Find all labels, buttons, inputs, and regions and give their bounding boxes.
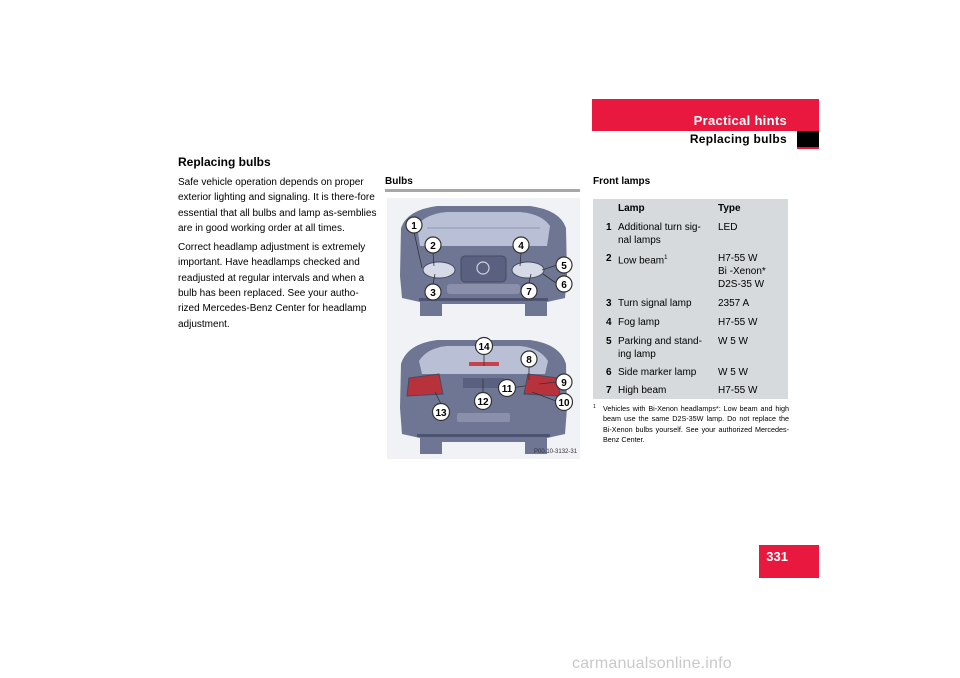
page-number-block [759,545,819,578]
header-tab-marker [797,131,819,147]
svg-text:6: 6 [561,280,567,291]
footnote-text: Vehicles with Bi-Xenon headlamps*: Low beam and high beam use the same D2S-35W lamp. Do not replace the Bi-Xenon bulbs yourself. See your authorized Mercedes-Benz Center. [603,404,789,444]
callout-2 [425,237,441,253]
page-number: 331 [766,549,788,564]
svg-text:8: 8 [526,355,532,366]
front-lamps-table: Lamp Type 1 Additional turn sig-nal lamps LED 2 Low beam$^1$ H7-55 W Bi -Xenon* D2S-35 W 3 Turn signal lamp 2357 A 4 Fog lamp H7-55 W 5 Parking and stand-ing lamp W 5 W 6 Side marker lamp W 5 W 7 High beam H7-55 W [593,199,788,399]
callout-11 [499,380,516,397]
watermark: carmanualsonline.info [572,655,732,672]
subsection-header [592,131,797,149]
callout-12 [475,393,492,410]
bulbs-title: Bulbs [385,176,413,187]
svg-text:11: 11 [501,384,513,395]
callout-7 [521,283,537,299]
svg-text:7: 7 [526,287,532,298]
col-header-type: Type [718,203,741,214]
illustration-code: P00.10-3132-31 [534,449,578,455]
paragraph-1: Safe vehicle operation depends on proper exterior lighting and signaling. It is there-fore essential that all bulbs and lamp as-semblies are in good working order at all times. [178,177,377,234]
front-car [400,206,567,316]
vehicle-illustration [387,198,580,459]
callout-9 [556,374,572,390]
callout-10 [556,394,573,411]
callout-5 [556,257,572,273]
subsection-title: Replacing bulbs [689,132,787,146]
section-rule [385,189,580,192]
section-title: Practical hints [693,113,787,128]
footnote-ref: 1 [664,255,668,261]
svg-text:12: 12 [477,397,489,408]
svg-text:3: 3 [430,288,436,299]
car-diagram [387,198,580,459]
svg-text:5: 5 [561,261,567,272]
svg-text:14: 14 [478,342,490,353]
front-lamps-title: Front lamps [593,176,651,187]
callout-13 [433,404,450,421]
svg-text:10: 10 [558,398,570,409]
svg-text:4: 4 [518,241,524,252]
svg-text:13: 13 [435,408,447,419]
svg-text:1: 1 [411,221,417,232]
page-heading: Replacing bulbs [178,155,271,169]
callout-1 [406,217,422,233]
callout-14 [476,338,493,355]
footnote-mark: 1 [593,404,596,410]
paragraph-2: Correct headlamp adjustment is extremely important. Have headlamps checked and readjusted at regular intervals and when a bulb has been replaced. See your autho-rized Mercedes-Benz Center for headlamp adjustment. [178,242,367,330]
col-header-lamp: Lamp [618,203,645,214]
callout-4 [513,237,529,253]
callout-3 [425,284,441,300]
callout-8 [521,351,537,367]
intro-text [178,175,378,336]
svg-text:9: 9 [561,378,567,389]
callout-6 [556,276,572,292]
svg-text:2: 2 [430,241,436,252]
footnote [593,404,789,445]
